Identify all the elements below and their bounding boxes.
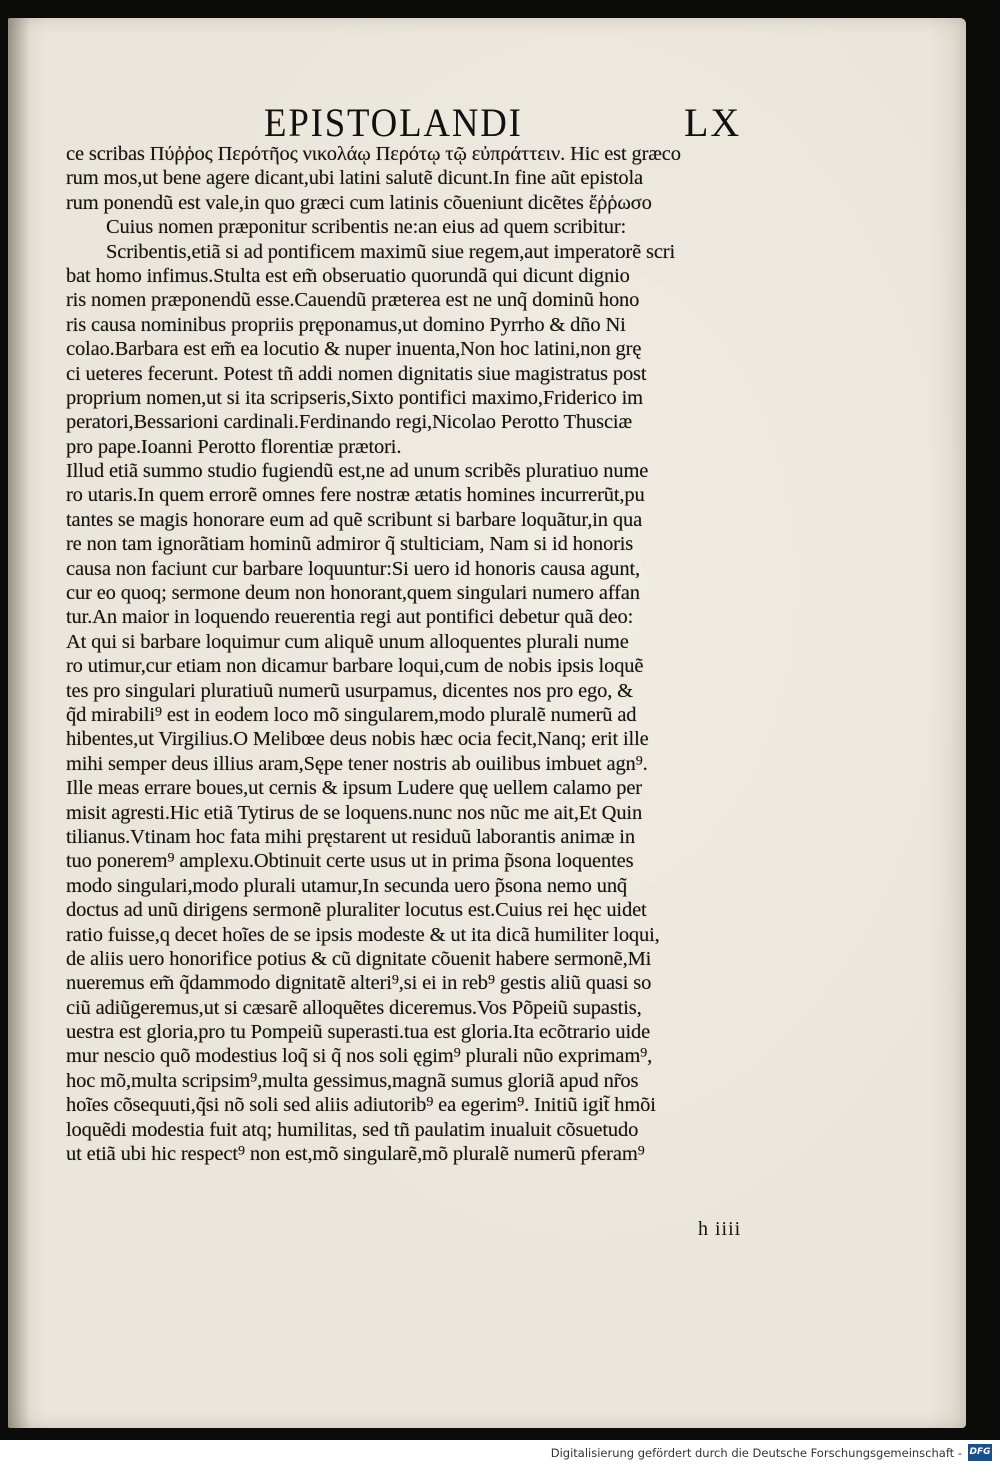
text-line: ciũ adiũgeremus,ut si cæsarẽ alloquẽtes diceremus.Vos Põpeiũ supastis,: [66, 996, 642, 1019]
text-block: [66, 142, 806, 1166]
text-line: proprium nomen,ut si ita scripseris,Sixto pontifici maximo,Friderico im: [66, 386, 643, 409]
text-line: hibentes,ut Virgilius.O Melibœe deus nobis hæc ocia fecit,Nanq; erit ille: [66, 728, 649, 751]
text-line: hoc mõ,multa scripsim⁹,multa gessimus,magnã sumus gloriã apud nr̃os: [66, 1069, 639, 1092]
text-line: peratori,Bessarioni cardinali.Ferdinando regi,Nicolao Perotto Thusciæ: [66, 411, 632, 434]
text-line: loquẽdi modestia fuit atq; humilitas, sed tñ paulatim inualuit cõsuetudo: [66, 1118, 639, 1141]
text-line: Scribentis,etiã si ad pontificem maximũ siue regem,aut imperatorẽ scri: [106, 240, 676, 263]
text-line: ris nomen præponendũ esse.Cauendũ præterea est ne unq̃ dominũ hono: [66, 289, 640, 312]
text-line: ci ueteres fecerunt. Potest tñ addi nomen dignitatis siue magistratus post: [66, 362, 647, 385]
text-line: mur nescio quõ modestius loq̃ si q̃ nos soli ęgim⁹ plurali nũo exprimam⁹,: [66, 1045, 653, 1068]
text-line: rum mos,ut bene agere dicant,ubi latini salutẽ dicunt.In fine aũt epistola: [66, 167, 643, 190]
text-line: ris causa nominibus propriis pręponamus,ut domino Pyrrho & dño Ni: [66, 313, 626, 336]
dfg-logo-icon: DFG: [968, 1444, 992, 1461]
text-line: ut etiã ubi hic respect⁹ non est,mõ singularẽ,mõ pluralẽ numerũ pferam⁹: [66, 1143, 645, 1166]
text-line: tilianus.Vtinam hoc fata mihi pręstarent ut residuũ laborantis animæ in: [66, 825, 635, 848]
running-head: [8, 98, 966, 148]
text-line: ratio fuisse,q decet hoĩes de se ipsis modeste & ut ita dicã humiliter loqui,: [66, 923, 660, 946]
folio-number: LX: [684, 100, 742, 145]
text-line: tantes se magis honorare eum ad quẽ scribunt si barbare loquãtur,in qua: [66, 508, 643, 531]
text-line: nueremus em̃ q̃dammodo dignitatẽ alteri⁹,si ei in reb⁹ gestis aliũ quasi so: [66, 972, 652, 995]
footer-credit: Digitalisierung gefördert durch die Deutsche Forschungsgemeinschaft -: [550, 1446, 962, 1460]
signature-mark: h iiii: [698, 1218, 742, 1240]
running-title: EPISTOLANDI: [264, 100, 523, 145]
text-line: ro utimur,cur etiam non dicamur barbare loqui,cum de nobis ipsis loquẽ: [66, 655, 644, 678]
text-line: tur.An maior in loquendo reuerentia regi aut pontifici debetur quã deo:: [66, 606, 634, 629]
text-line: colao.Barbara est em̃ ea locutio & nuper inuenta,Non hoc latini,non grę: [66, 338, 642, 361]
book-page: [8, 18, 966, 1428]
text-line: re non tam ignorãtiam hominũ admiror q̃ stulticiam, Nam si id honoris: [66, 533, 634, 556]
text-line: misit agresti.Hic etiã Tytirus de se loquens.nunc nos nũc me ait,Et Quin: [66, 801, 643, 824]
text-line: ce scribas Πύῤῥος Περότῆος νικολάῳ Περότῳ τῷ εὐπράττειν. Hic est græco: [66, 143, 681, 165]
digitization-footer: [0, 1440, 1000, 1467]
text-line: Ille meas errare boues,ut cernis & ipsum Ludere quę uellem calamo per: [66, 777, 642, 800]
text-line: Cuius nomen præponitur scribentis ne:an eius ad quem scribitur:: [106, 216, 627, 239]
text-line: mihi semper deus illius aram,Sępe tener nostris ab ouilibus imbuet agn⁹.: [66, 752, 648, 775]
text-line: tuo ponerem⁹ amplexu.Obtinuit certe usus ut in prima p̃sona loquentes: [66, 850, 634, 873]
text-line: rum ponendũ est vale,in quo græci cum latinis cõueniunt dicẽtes ἔῤῥωσο: [66, 191, 652, 214]
text-line: causa non faciunt cur barbare loquuntur:Si uero id honoris causa agunt,: [66, 557, 640, 580]
text-line: q̃d mirabili⁹ est in eodem loco mõ singularem,modo pluralẽ numerũ ad: [66, 703, 637, 726]
text-line: modo singulari,modo plurali utamur,In secunda uero p̃sona nemo unq̃: [66, 874, 628, 897]
text-line: tes pro singulari pluratiuũ numerũ usurpamus, dicentes nos pro ego, &: [66, 679, 633, 702]
text-line: de aliis uero honorifice potius & cũ dignitate cõuenit habere sermonẽ,Mi: [66, 947, 652, 970]
text-line: uestra est gloria,pro tu Pompeiũ superasti.tua est gloria.Ita ecõtrario uide: [66, 1021, 651, 1044]
text-line: At qui si barbare loquimur cum aliquẽ unum alloquentes plurali nume: [66, 630, 629, 653]
text-line: Illud etiã summo studio fugiendũ est,ne ad unum scribẽs pluratiuo nume: [66, 460, 649, 483]
page-gutter-shadow: [8, 18, 30, 1428]
text-line: bat homo infimus.Stulta est em̃ obseruatio quorundã qui dicunt dignio: [66, 264, 630, 287]
text-line: doctus ad unũ dirigens sermonẽ pluraliter locutus est.Cuius rei hęc uidet: [66, 899, 647, 922]
text-line: hoĩes cõsequuti,q̃si nõ soli sed aliis adiutorib⁹ ea egerim⁹. Initiũ igit̃ hmõi: [66, 1094, 656, 1117]
text-line: cur eo quoq; sermone deum non honorant,quem singulari numero affan: [66, 582, 640, 605]
text-line: ro utaris.In quem errorẽ omnes fere nostræ ætatis homines incurrerũt,pu: [66, 484, 645, 507]
text-line: pro pape.Ioanni Perotto florentiæ prætori.: [66, 435, 402, 458]
